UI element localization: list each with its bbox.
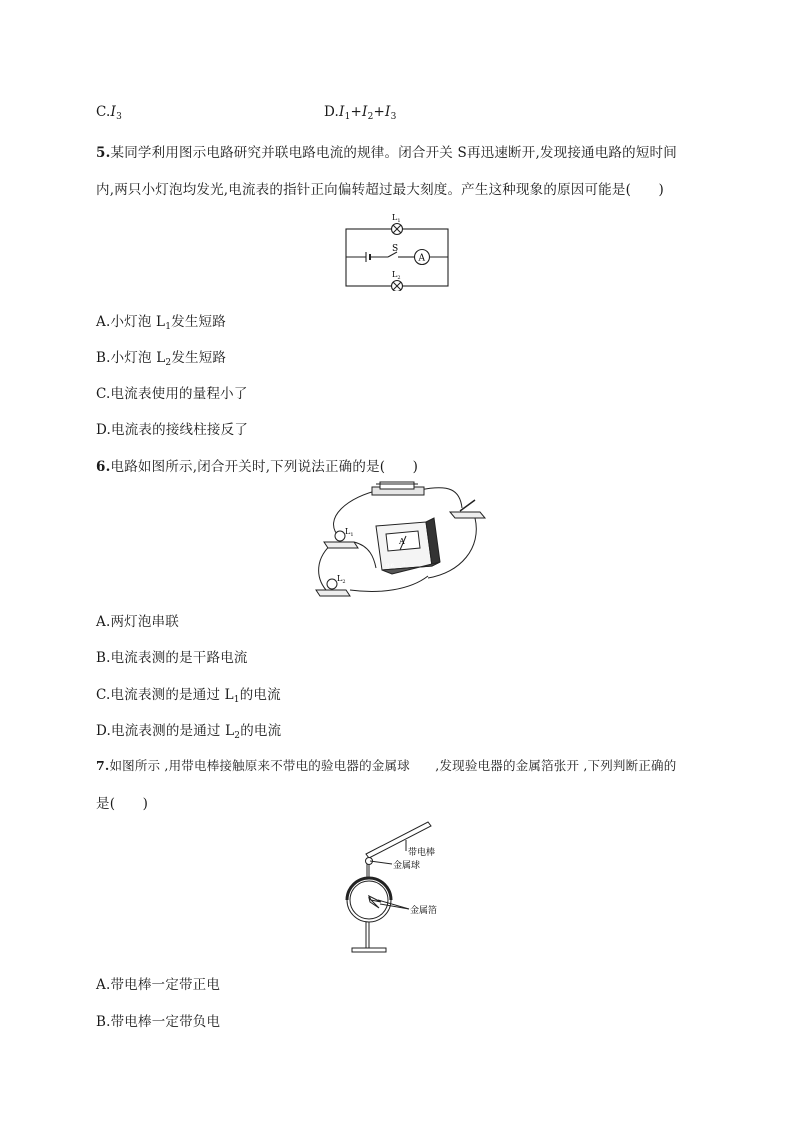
q5-option-c: C.电流表使用的量程小了 [96,386,248,402]
q7-stem-line1: 7.如图所示 ,用带电棒接触原来不带电的验电器的金属球 ,发现验电器的金属箔张开 ,下列判断正确的 [96,758,677,773]
q6-option-a: A.两灯泡串联 [96,614,179,630]
q7-label-ball: 金属球 [393,861,421,871]
q5-parallel-circuit-figure [342,209,452,291]
q5-option-a: A.小灯泡 $L_1$发生短路 [96,314,226,332]
q6-terminal-a: 0.6 [386,563,394,569]
q5-label-l2: $L_2$ [392,270,401,281]
q5-stem-line1: 5.某同学利用图示电路研究并联电路电流的规律。闭合开关 S再迅速断开,发现接通电路的短时间 [96,145,677,161]
q6-option-b: B.电流表测的是干路电流 [96,650,248,666]
q5-option-d: D.电流表的接线柱接反了 [96,422,249,438]
q6-option-c: C.电流表测的是通过 $L_1$的电流 [96,687,281,705]
q5-label-l1: $L_1$ [392,213,401,224]
q6-number: 6. [96,459,111,475]
q7-number: 7. [96,758,110,773]
q6-stem: 6.电路如图所示,闭合开关时,下列说法正确的是( ) [96,459,419,475]
q6-option-d: D.电流表测的是通过 $L_2$的电流 [96,723,282,741]
q7-stem-line2: 是( ) [96,796,149,812]
q5-stem-line2: 内,两只小灯泡均发光,电流表的指针正向偏转超过最大刻度。产生这种现象的原因可能是( ) [96,182,664,198]
q7-label-foil: 金属箔 [410,906,438,916]
q4-option-d: $D.I_1+I_2+I_3$ [324,104,397,122]
q7-label-rod: 带电棒 [408,848,436,858]
q5-label-ammeter: A [418,253,425,264]
q6-label-ammeter: A [399,537,405,546]
q7-option-a: A.带电棒一定带正电 [96,977,221,993]
q7-electroscope-figure [344,820,454,958]
q5-label-switch: S [392,244,399,254]
q5-option-b: B.小灯泡 $L_2$发生短路 [96,350,227,368]
q6-terminal-b: 3 [402,562,406,568]
q6-label-l1: $L_1$ [345,527,354,538]
q7-option-b: B.带电棒一定带负电 [96,1014,221,1030]
q5-number: 5. [96,145,111,161]
q6-label-l2: $L_2$ [337,574,346,585]
q4-option-c: $C.I_3$ [96,104,123,122]
q6-physical-circuit-figure [310,478,490,602]
